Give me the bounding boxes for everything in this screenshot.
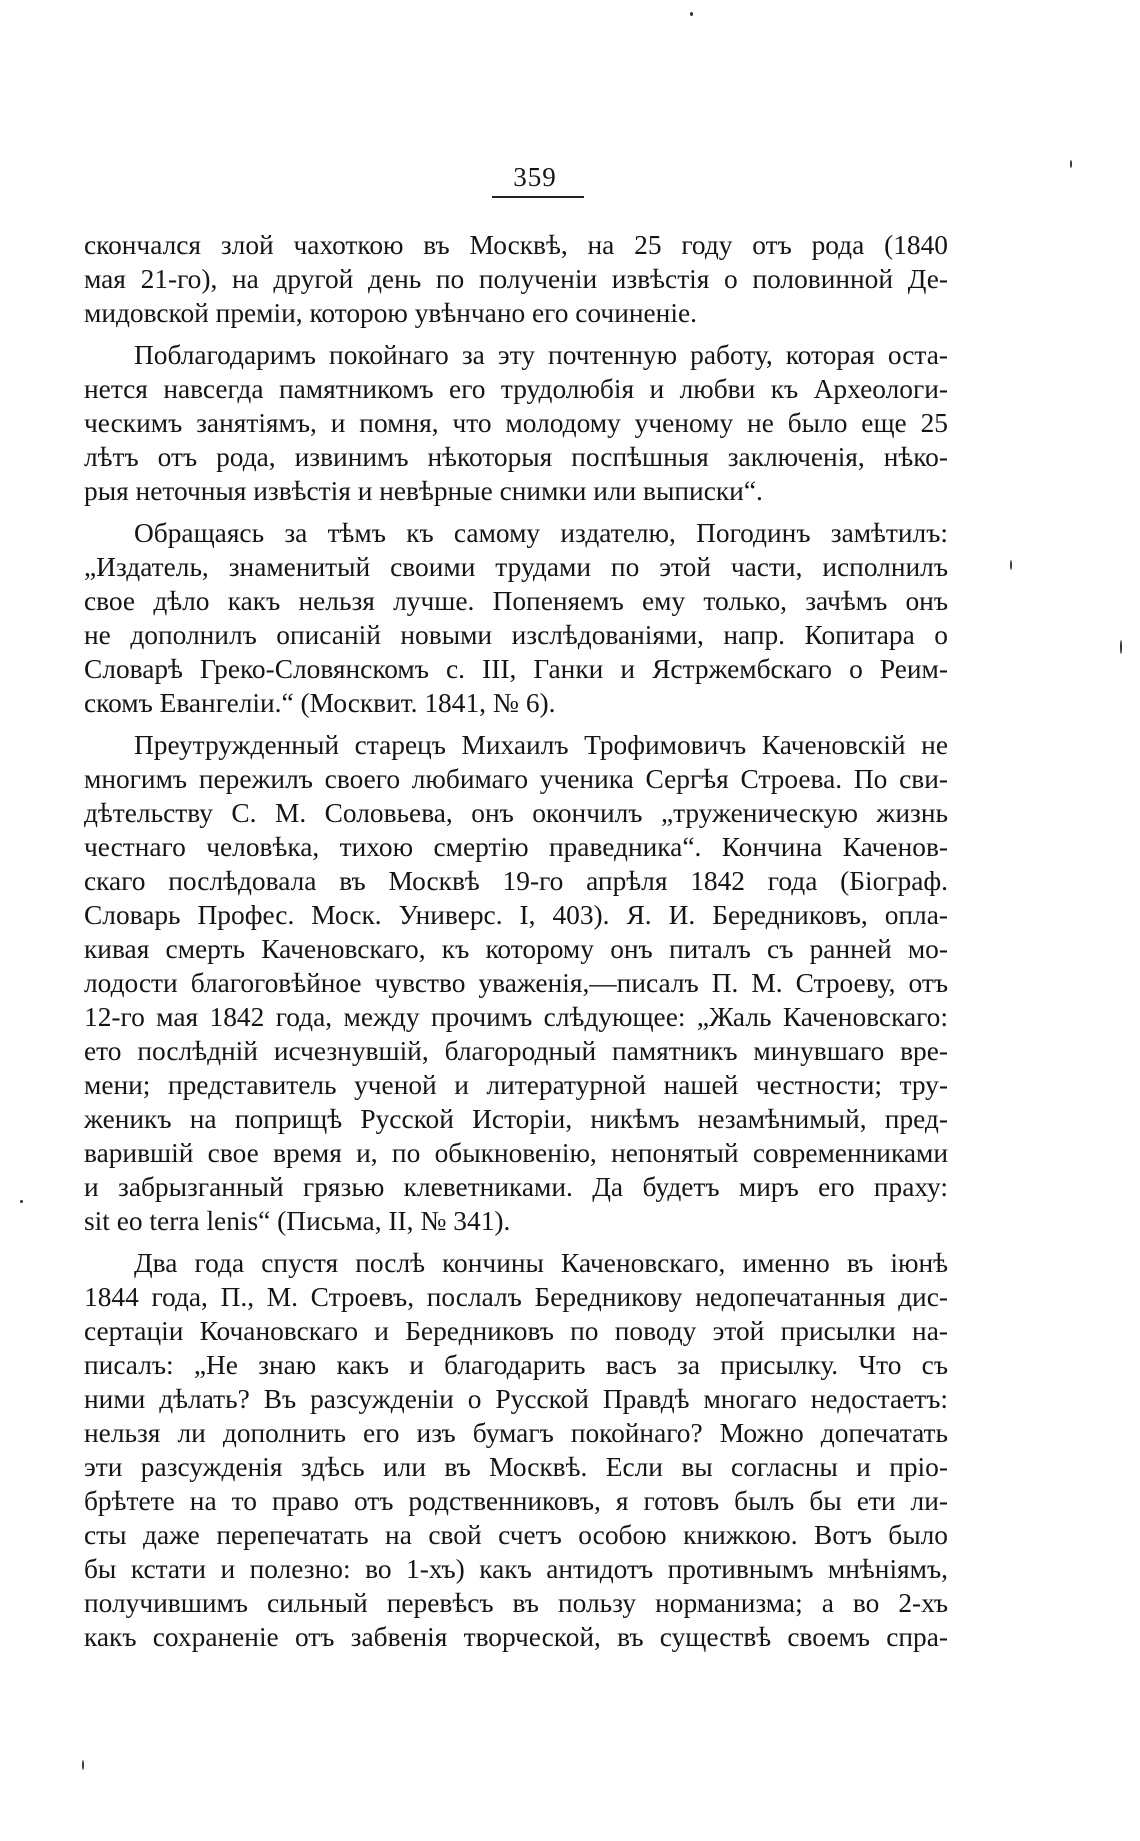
text-line: мая 21-го), на другой день по полученіи извѣстія о половинной Де-: [84, 264, 948, 294]
text-line: 1844 года, П., М. Строевъ, послалъ Бередникову недопечатанныя дис-: [84, 1282, 948, 1312]
text-line: лѣтъ отъ рода, извинимъ нѣкоторыя поспѣшныя заключенія, нѣко-: [84, 442, 948, 472]
paragraph: [84, 1246, 948, 1654]
text-line: лодости благоговѣйное чувство уваженія,—писалъ П. М. Строеву, отъ: [84, 968, 948, 998]
text-line: Два года спустя послѣ кончины Каченовскаго, именно въ іюнѣ: [134, 1248, 948, 1278]
page-text: [84, 228, 948, 1654]
text-line: мени; представитель ученой и литературной нашей честности; тру-: [84, 1070, 948, 1100]
text-line: скомъ Евангеліи.“ (Москвит. 1841, № 6).: [84, 688, 556, 718]
text-line: не дополнилъ описаній новыми изслѣдованіями, напр. Копитара о: [84, 620, 948, 650]
scan-speck: [1010, 560, 1012, 570]
scan-speck: [82, 1760, 84, 1770]
text-line: рыя неточныя извѣстія и невѣрные снимки или выписки“.: [84, 476, 763, 506]
text-line: Словарѣ Греко-Словянскомъ с. III, Ганки и Ястржембскаго о Реим-: [84, 654, 948, 684]
text-line: Преутружденный старецъ Михаилъ Трофимовичъ Каченовскій не: [134, 730, 948, 760]
text-line: нется навсегда памятникомъ его трудолюбія и любви къ Археологи-: [84, 374, 948, 404]
text-line: брѣтете на то право отъ родственниковъ, я готовъ былъ бы ети ли-: [84, 1486, 948, 1516]
paragraph: [84, 338, 948, 508]
text-line: скаго послѣдовала въ Москвѣ 19-го апрѣля 1842 года (Біограф.: [84, 866, 948, 896]
page-number-rule: [492, 196, 584, 198]
text-line: ческимъ занятіямъ, и помня, что молодому ученому не было еще 25: [84, 408, 948, 438]
text-line: кивая смерть Каченовскаго, къ которому онъ питалъ съ ранней мо-: [84, 934, 948, 964]
text-line: свое дѣло какъ нельзя лучше. Попеняемъ ему только, зачѣмъ онъ: [84, 586, 948, 616]
text-line: мидовской преміи, которою увѣнчано его сочиненіе.: [84, 298, 697, 328]
text-line: ето послѣдній исчезнувшій, благородный памятникъ минувшаго вре-: [84, 1036, 948, 1066]
scan-speck: [20, 1200, 23, 1203]
text-line: писалъ: „Не знаю какъ и благодарить васъ за присылку. Что съ: [84, 1350, 948, 1380]
text-line: многимъ пережилъ своего любимаго ученика Сергѣя Строева. По сви-: [84, 764, 948, 794]
text-line: варившій свое время и, по обыкновенію, непонятый современниками: [84, 1138, 948, 1168]
text-line: Обращаясь за тѣмъ къ самому издателю, Погодинъ замѣтилъ:: [134, 518, 948, 548]
text-line: честнаго человѣка, тихою смертію праведника“. Кончина Каченов-: [84, 832, 948, 862]
text-line: сертаціи Кочановскаго и Бередниковъ по поводу этой присылки на-: [84, 1316, 948, 1346]
scan-speck: [1120, 640, 1122, 654]
scan-speck: [690, 12, 693, 16]
paragraph: [84, 516, 948, 720]
text-line: скончался злой чахоткою въ Москвѣ, на 25 году отъ рода (1840: [84, 230, 948, 260]
text-line: sit eo terra lenis“ (Письма, II, № 341).: [84, 1206, 511, 1236]
text-line: ними дѣлать? Въ разсужденіи о Русской Правдѣ многаго недостаетъ:: [84, 1384, 948, 1414]
text-line: бы кстати и полезно: во 1-хъ) какъ антидотъ противнымъ мнѣніямъ,: [84, 1554, 948, 1584]
text-line: Словарь Профес. Моск. Универс. I, 403). Я. И. Бередниковъ, опла-: [84, 900, 948, 930]
paragraph: [84, 728, 948, 1238]
paragraph: [84, 228, 948, 330]
text-line: „Издатель, знаменитый своими трудами по этой части, исполнилъ: [84, 552, 948, 582]
text-line: сты даже перепечатать на свой счетъ особою книжкою. Вотъ было: [84, 1520, 948, 1550]
text-line: дѣтельству С. М. Соловьева, онъ окончилъ „труженическую жизнь: [84, 798, 948, 828]
text-line: получившимъ сильный перевѣсъ въ пользу норманизма; а во 2-хъ: [84, 1588, 948, 1618]
text-line: женикъ на поприщѣ Русской Исторіи, никѣмъ незамѣнимый, пред-: [84, 1104, 948, 1134]
text-line: и забрызганный грязью клеветниками. Да будетъ миръ его праху:: [84, 1172, 948, 1202]
page-number: 359: [513, 162, 557, 192]
text-line: нельзя ли дополнить его изъ бумагъ покойнаго? Можно допечатать: [84, 1418, 948, 1448]
text-line: какъ сохраненіе отъ забвенія творческой, въ существѣ своемъ спра-: [84, 1622, 948, 1652]
text-line: эти разсужденія здѣсь или въ Москвѣ. Если вы согласны и пріо-: [84, 1452, 948, 1482]
text-line: Поблагодаримъ покойнаго за эту почтенную работу, которая оста-: [134, 340, 948, 370]
text-line: 12-го мая 1842 года, между прочимъ слѣдующее: „Жаль Каченовскаго:: [84, 1002, 948, 1032]
scan-speck: [1070, 160, 1072, 168]
